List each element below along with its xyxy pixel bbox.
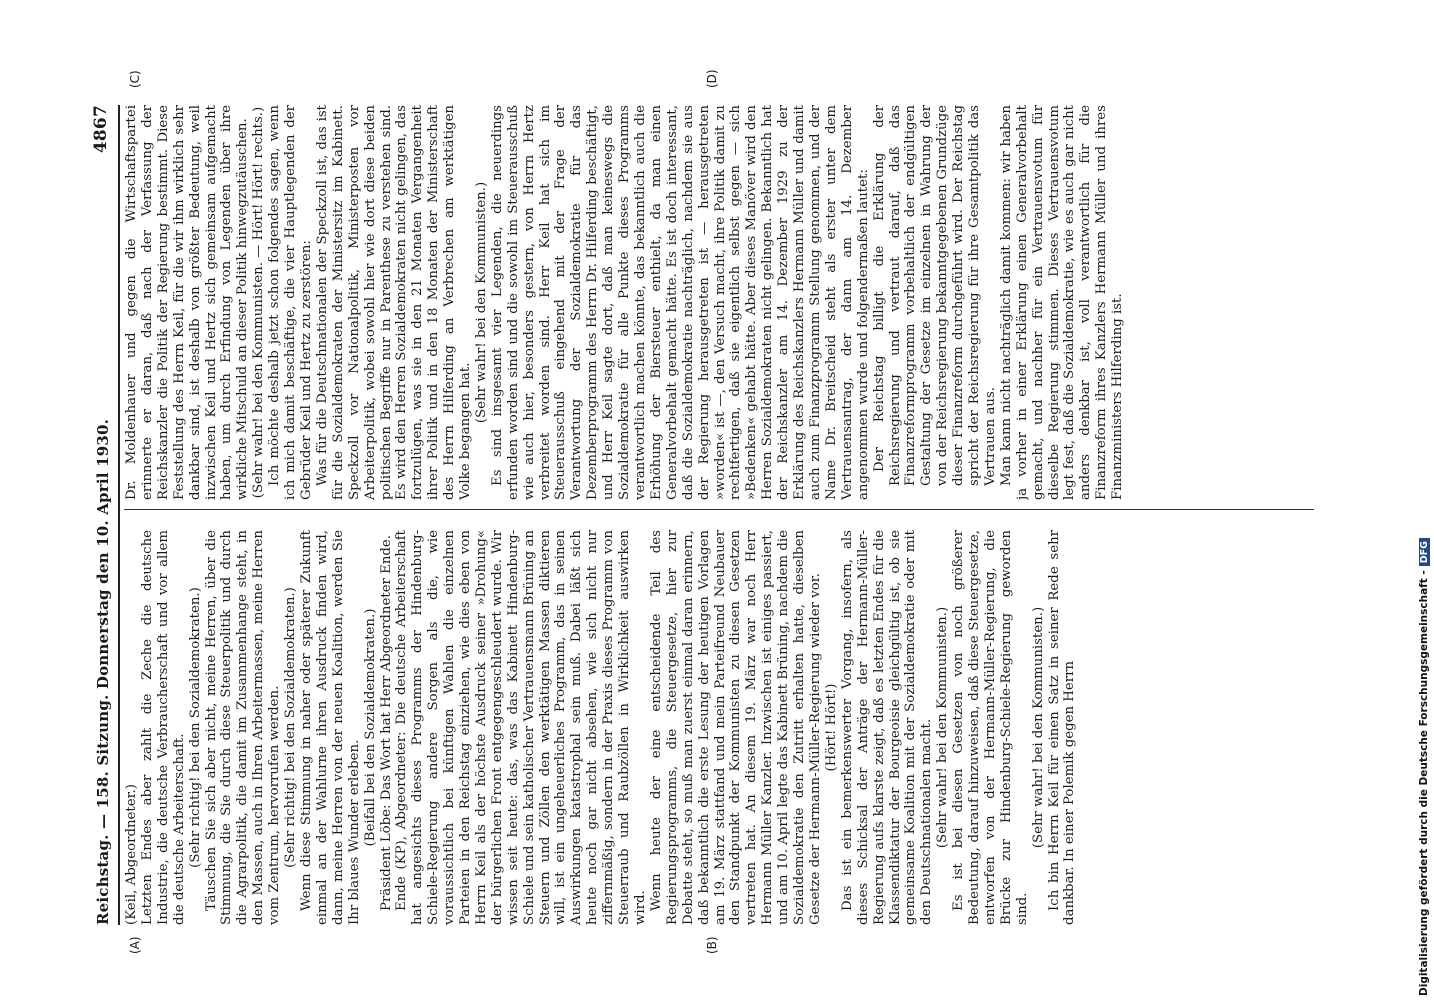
dfg-credit	[1418, 6, 1432, 996]
paragraph: Ich bin Herrn Keil für einen Satz in seiner Rede sehr dankbar. In einer Polemik gegen Herrn	[1046, 530, 1078, 925]
right-column	[124, 105, 1314, 500]
paragraph: Ende (KP), Abgeordneter: Die deutsche Arbeiterschaft hat angesichts dieses Programms der Hindenburg-Schiele-Regierung andere Sorgen als die, wie voraussichtlich bei künftigen Wahlen die einzelnen Parteien in den Reichstag einziehen, wie dies eben von Herrn Keil als der höchste Ausdruck seiner »Drohung« der bürgerlichen Front entgegengeschleudert wurde. Wir wissen seit heute: das, was das Kabinett Hindenburg-Schiele und sein katholischer Vertrauensmann Brüning an Steuern und Zöllen den werktätigen Massen diktieren will, ist ein ungeheuerliches Programm, das in seinen Auswirkungen katastrophal sein muß. Dabei läßt sich heute noch gar nicht absehen, wie sich nicht nur ziffernmäßig, sondern in der Praxis dieses Programm von Steuerraub und Raubzöllen in Wirklichkeit auswirken wird.	[394, 530, 648, 925]
dfg-sidebar	[1418, 6, 1432, 996]
page-number: 4867	[91, 105, 111, 154]
margin-mark-c: (C)	[128, 70, 142, 88]
margin-mark-b: (B)	[705, 936, 719, 954]
interjection: (Sehr wahr! bei den Kommunisten.)	[1030, 606, 1046, 849]
dfg-logo: DFG	[1419, 538, 1430, 566]
paragraph: Wenn heute der eine entscheidende Teil des Regierungsprogramms, die Steuergesetze, hier zur Debatte steht, so muß man zuerst einmal daran erinnern, daß bekanntlich die erste Lesung der heutigen Vorlagen am 19. März stattfand und mein Parteifreund Neubauer den Standpunkt der Kommunisten zu diesen Gesetzen vertreten hat. An diesem 19. März war noch Herr Hermann Müller Kanzler. Inzwischen ist einiges passiert, und am 10. April legte das Kabinett Brüning, nachdem die Sozialdemokratie den Zutritt erhalten hatte, dieselben Gesetze der Hermann-Müller-Regierung wieder vor.	[648, 530, 823, 925]
margin-mark-d: (D)	[705, 69, 719, 88]
interjection: (Sehr richtig! bei den Sozialdemokraten.)	[187, 587, 203, 868]
paragraph: Das ist ein bemerkenswerter Vorgang, insofern, als dieses Schicksal der Anträge der Hermann-Müller-Regierung aufs klarste zeigt, daß es letzten Endes für die Klassendiktatur der Bourgeoisie gleichgültig ist, ob sie gemeinsame Koalition mit der Sozialdemokratie oder mit den Deutschnationalen macht.	[839, 530, 935, 925]
column-divider	[124, 509, 1314, 510]
dfg-credit-text: Digitalisierung gefördert durch die Deutsche Forschungsgemeinschaft -	[1418, 570, 1430, 996]
paragraph: Letzten Endes aber zahlt die Zeche die deutsche Industrie, die deutsche Verbraucherschaft und vor allem die deutsche Arbeiterschaft.	[139, 530, 187, 925]
paragraph: Wenn diese Stimmung in naher oder späterer Zukunft einmal an der Wahlurne ihren Ausdruck finden wird, dann, meine Herren von der neuen Koalition, werden Sie Ihr blaues Wunder erleben.	[298, 530, 362, 925]
page-header	[88, 105, 118, 925]
interjection: (Sehr wahr! bei den Kommunisten.)	[473, 181, 489, 424]
interjection: (Beifall bei den Sozialdemokraten.)	[362, 608, 378, 847]
paragraph: Der Reichstag billigt die Erklärung der Reichsregierung und vertraut darauf, daß das Finanzreformprogramm vorbehaltlich der endgültigen Gestaltung der Gesetze im einzelnen in Wahrung der von der Reichsregierung bekanntgegebenen Grundzüge dieser Finanzreform durchgeführt wird. Der Reichstag spricht der Reichsregierung für ihre Gesamtpolitik das Vertrauen aus.	[871, 105, 998, 486]
header-rule	[118, 105, 120, 925]
header-title: Reichstag. — 158. Sitzung. Donnerstag den 10. April 1930.	[94, 418, 112, 925]
left-column	[124, 530, 1314, 925]
paragraph: Man kann nicht nachträglich damit kommen: wir haben ja vorher in einer Erklärung einen Generalvorbehalt gemacht, und nachher für ein Vertrauensvotum für dieselbe Regierung stimmen. Dieses Vertrauensvotum legt fest, daß die Sozialdemokratie, wie es auch gar nicht anders denkbar ist, voll verantwortlich für die Finanzreform ihres Kanzlers Hermann Müller und ihres Finanzministers Hilferding ist.	[998, 105, 1126, 500]
paragraph: Präsident Löbe: Das Wort hat Herr Abgeordneter Ende.	[378, 534, 394, 911]
paragraph: Es sind insgesamt vier Legenden, die neuerdings erfunden worden sind und die sowohl im Steuerausschuß wie auch hier, besonders gestern, von Herrn Hertz verbreitet worden sind. Herr Keil hat sich im Steuerausschuß eingehend mit der Frage der Verantwortung der Sozialdemokratie für das Dezemberprogramm des Herrn Dr. Hilferding beschäftigt, und Herr Keil sagte dort, daß man keineswegs die Sozialdemokratie für alle Punkte dieses Programms verantwortlich machen könnte, das bekanntlich auch die Erhöhung der Biersteuer enthielt, da man einen Generalvorbehalt gemacht hätte. Es ist doch interessant, daß die Sozialdemokratie nachträglich, nachdem sie aus der Regierung herausgetreten ist — herausgetreten »worden« ist —, den Versuch macht, ihre Politik damit zu rechtfertigen, daß sie eigentlich selbst gegen — sich »Bedenken« gehabt hätte. Aber dieses Manöver wird den Herren Sozialdemokraten nicht gelingen. Bekanntlich hat der Reichskanzler am 14. Dezember 1929 zu der Erklärung des Reichskanzlers Hermann Müller und damit auch zum Finanzprogramm Stellung genommen, und der Name Dr. Breitscheid steht als erster unter dem Vertrauensantrag, der dann am 14. Dezember angenommen wurde und folgendermaßen lautet:	[489, 105, 871, 500]
paragraph: Täuschen Sie sich aber nicht, meine Herren, über die Stimmung, die Sie durch diese Steuerpolitik und durch die Agrarpolitik, die damit im Zusammenhange steht, in den Massen, auch in Ihren Arbeitermassen, meine Herren vom Zentrum, hervorrufen werden.	[203, 530, 283, 925]
paragraph: Es ist bei diesen Gesetzen von noch größerer Bedeutung, darauf hinzuweisen, daß diese Steuergesetze, entworfen von der Hermann-Müller-Regierung, die Brücke zur Hindenburg-Schiele-Regierung geworden sind.	[951, 530, 1030, 925]
paragraph: Dr. Moldenhauer und gegen die Wirtschaftspartei erinnerte er daran, daß nach der Verfassung der Reichskanzler die Politik der Regierung bestimmt. Diese Feststellung des Herrn Keil, für die wir ihm wirklich sehr dankbar sind, ist deshalb von größter Bedeutung, weil inzwischen Keil und Hertz sich gemeinsam aufgemacht haben, um durch Erfindung von Legenden über ihre wirkliche Mitschuld an dieser Politik hinwegzutäuschen.	[124, 105, 251, 500]
paragraph: Was für die Deutschnationalen der Speckzoll ist, das ist für die Sozialdemokraten der Ministersitz im Kabinett. Speckzoll vor Nationalpolitik, Ministerposten vor Arbeiterpolitik, wobei sowohl hier wie dort diese beiden politischen Begriffe nur in Parenthese zu verstehen sind. Es wird den Herren Sozialdemokraten nicht gelingen, das fortzulügen, was sie in den 21 Monaten Vergangenheit ihrer Politik und in den 18 Monaten der Ministerschaft des Herrn Hilferding an Verbrechen am werktätigen Volke begangen hat.	[314, 105, 474, 500]
paragraph: Ich möchte deshalb jetzt schon folgendes sagen, wenn ich mich damit beschäftige, die vier Hauptlegenden der Gebrüder Keil und Hertz zu zerstören:	[267, 105, 314, 500]
interjection: (Sehr richtig! bei den Sozialdemokraten.)	[283, 587, 299, 868]
paragraph: (Keil, Abgeordneter.)	[124, 784, 139, 925]
margin-mark-a: (A)	[128, 936, 142, 954]
interjection: (Sehr wahr! bei den Kommunisten. — Hört! Hört! rechts.)	[251, 106, 267, 499]
interjection: (Hört! Hört!)	[823, 683, 839, 772]
interjection: (Sehr wahr! bei den Kommunisten.)	[935, 606, 951, 849]
